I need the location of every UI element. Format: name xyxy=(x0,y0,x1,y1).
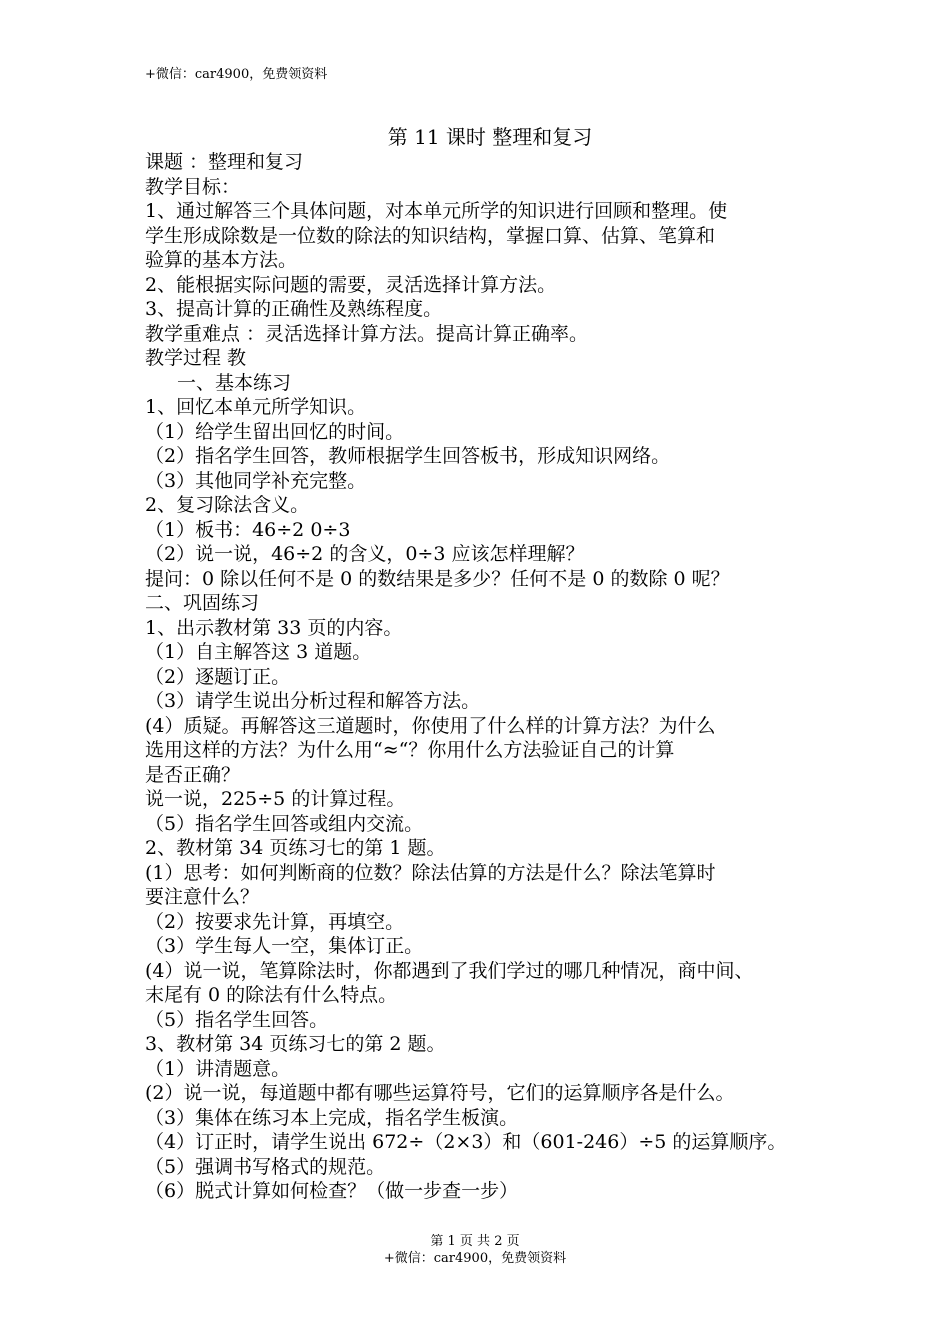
text-line: 学生形成除数是一位数的除法的知识结构，掌握口算、估算、笔算和 xyxy=(145,224,716,247)
text-line: (4）说一说，笔算除法时，你都遇到了我们学过的哪几种情况，商中间、 xyxy=(145,959,754,982)
document-body xyxy=(145,150,825,1204)
text-line: （2）逐题订正。 xyxy=(145,665,291,688)
text-line: （1）讲清题意。 xyxy=(145,1057,291,1080)
text-line: 3、教材第 34 页练习七的第 2 题。 xyxy=(145,1033,446,1055)
text-line: 选用这样的方法？为什么用“≈“？你用什么方法验证自己的计算 xyxy=(145,739,675,761)
text-line: (1）思考：如何判断商的位数？除法估算的方法是什么？除法笔算时 xyxy=(145,861,716,884)
text-line: 是否正确？ xyxy=(145,763,241,786)
footer-note: +微信：car4900，免费领资料 xyxy=(383,1251,567,1266)
page-title: 第 11 课时 整理和复习 xyxy=(387,125,593,149)
text-line: 要注意什么？ xyxy=(145,886,260,908)
text-line: （3）其他同学补充完整。 xyxy=(145,469,367,492)
text-line: （4）订正时，请学生说出 672÷（2×3）和（601-246）÷5 的运算顺序。 xyxy=(145,1131,787,1153)
text-line: （1）自主解答这 3 道题。 xyxy=(145,641,372,663)
section-heading: 二、巩固练习 xyxy=(145,592,260,614)
text-line: 末尾有 0 的除法有什么特点。 xyxy=(145,984,398,1006)
text-line: 教学重难点 ：灵活选择计算方法。提高计算正确率。 xyxy=(145,322,589,345)
text-line: 课题 ：整理和复习 xyxy=(145,151,304,173)
text-line: 1、出示教材第 33 页的内容。 xyxy=(145,616,403,639)
text-line: 3、提高计算的正确性及熟练程度。 xyxy=(145,298,443,320)
text-line: （2）指名学生回答，教师根据学生回答板书，形成知识网络。 xyxy=(145,445,671,467)
header-note: +微信：car4900，免费领资料 xyxy=(145,67,328,82)
text-line: 验算的基本方法。 xyxy=(145,249,298,271)
section-heading: 一、基本练习 xyxy=(177,371,292,394)
text-line: (2）说一说，每道题中都有哪些运算符号，它们的运算顺序各是什么。 xyxy=(145,1082,735,1104)
text-line: 2、复习除法含义。 xyxy=(145,494,310,516)
text-line: （2）说一说，46÷2 的含义，0÷3 应该怎样理解？ xyxy=(145,543,585,565)
text-line: (4）质疑。再解答这三道题时，你使用了什么样的计算方法？为什么 xyxy=(145,714,716,737)
text-line: 1、回忆本单元所学知识。 xyxy=(145,396,367,418)
text-line: 教学过程 教 xyxy=(145,347,247,369)
page-number: 第 1 页 共 2 页 xyxy=(430,1234,520,1249)
text-line: 2、教材第 34 页练习七的第 1 题。 xyxy=(145,837,446,859)
text-line: （3）学生每人一空，集体订正。 xyxy=(145,935,424,957)
text-line: 说一说，225÷5 的计算过程。 xyxy=(145,788,406,810)
text-line: （3）请学生说出分析过程和解答方法。 xyxy=(145,690,481,712)
text-line: （1）板书：46÷2 0÷3 xyxy=(145,518,351,541)
text-line: （1）给学生留出回忆的时间。 xyxy=(145,420,405,443)
text-line: （5）指名学生回答或组内交流。 xyxy=(145,812,424,835)
text-line: 2、能根据实际问题的需要，灵活选择计算方法。 xyxy=(145,273,557,296)
page-footer xyxy=(0,1233,950,1267)
text-line: （6）脱式计算如何检查？（做一步查一步） xyxy=(145,1180,519,1202)
text-line: 1、通过解答三个具体问题，对本单元所学的知识进行回顾和整理。使 xyxy=(145,200,728,222)
text-line: （5）强调书写格式的规范。 xyxy=(145,1155,386,1178)
text-line: （2）按要求先计算，再填空。 xyxy=(145,910,405,933)
text-line: （5）指名学生回答。 xyxy=(145,1008,329,1031)
text-line: （3）集体在练习本上完成，指名学生板演。 xyxy=(145,1106,519,1129)
text-line: 提问：0 除以任何不是 0 的数结果是多少？任何不是 0 的数除 0 呢？ xyxy=(145,567,730,590)
text-line: 教学目标： xyxy=(145,175,241,198)
